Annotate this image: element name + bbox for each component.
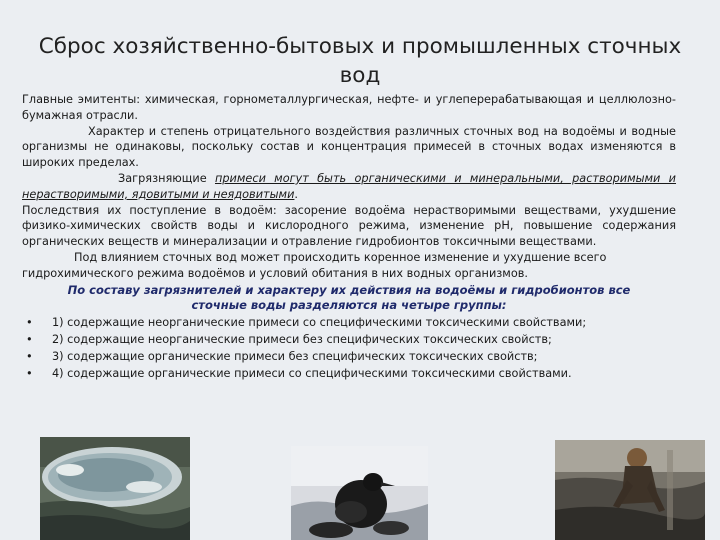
paragraph-impact: Характер и степень отрицательного воздействия различных сточных вод на водоёмы и водные организмы не одинаковы, поскольку состав и концентрация примесей в сточных водах изменяются в широких пределах. bbox=[22, 124, 676, 170]
group-text: 3) содержащие органические примеси без специфических токсических свойств; bbox=[52, 349, 538, 363]
paragraph-pollutants bbox=[22, 171, 676, 203]
groups-list bbox=[22, 315, 676, 381]
paragraph-regime-change: Под влиянием сточных вод может происходить коренное изменение и ухудшение всего гидрохимического режима водоёмов и условий обитания в них водных организмов. bbox=[22, 250, 607, 280]
group-text: 4) содержащие органические примеси со специфическими токсическими свойствами. bbox=[52, 366, 572, 380]
pollutants-end: . bbox=[294, 187, 299, 201]
group-text: 1) содержащие неорганические примеси со специфическими токсическими свойствами; bbox=[52, 316, 587, 330]
paragraph-emitters: Главные эмитенты: химическая, горнометаллургическая, нефте- и углеперерабатывающая и целлюлозно-бумажная отрасли. bbox=[22, 93, 676, 122]
group-text: 2) содержащие неорганические примеси без специфических токсических свойств; bbox=[52, 332, 552, 346]
wastewater-foam-photo bbox=[40, 437, 190, 540]
bullet-icon: • bbox=[26, 316, 33, 330]
pollutants-types: примеси могут быть органическими и минеральными, растворимыми и нерастворимыми, ядовитыми и неядовитыми bbox=[22, 171, 677, 201]
bullet-icon: • bbox=[26, 349, 33, 363]
groups-heading: По составу загрязнителей и характеру их действия на водоёмы и гидробионтов все сточные воды разделяются на четыре группы: bbox=[67, 282, 631, 313]
paragraph-consequences: Последствия их поступление в водоём: засорение водоёма нерастворимыми веществами, ухудшение физико-химических свойств воды и кислородного режима, изменение pH, повышение содержания органических веществ и минерализации и отравление гидробионтов токсичными веществами. bbox=[22, 203, 676, 249]
bullet-icon: • bbox=[26, 332, 33, 346]
bullet-icon: • bbox=[26, 366, 33, 380]
slide-body bbox=[22, 92, 676, 382]
oil-spill-cleanup-photo bbox=[555, 440, 705, 540]
oiled-bird-photo bbox=[291, 446, 428, 540]
list-item bbox=[22, 349, 676, 365]
list-item bbox=[22, 366, 676, 382]
pollutants-intro: Загрязняющие bbox=[118, 171, 215, 185]
list-item bbox=[22, 332, 676, 348]
slide-title: Сброс хозяйственно-бытовых и промышленных сточных вод bbox=[38, 34, 682, 88]
list-item bbox=[22, 315, 676, 331]
